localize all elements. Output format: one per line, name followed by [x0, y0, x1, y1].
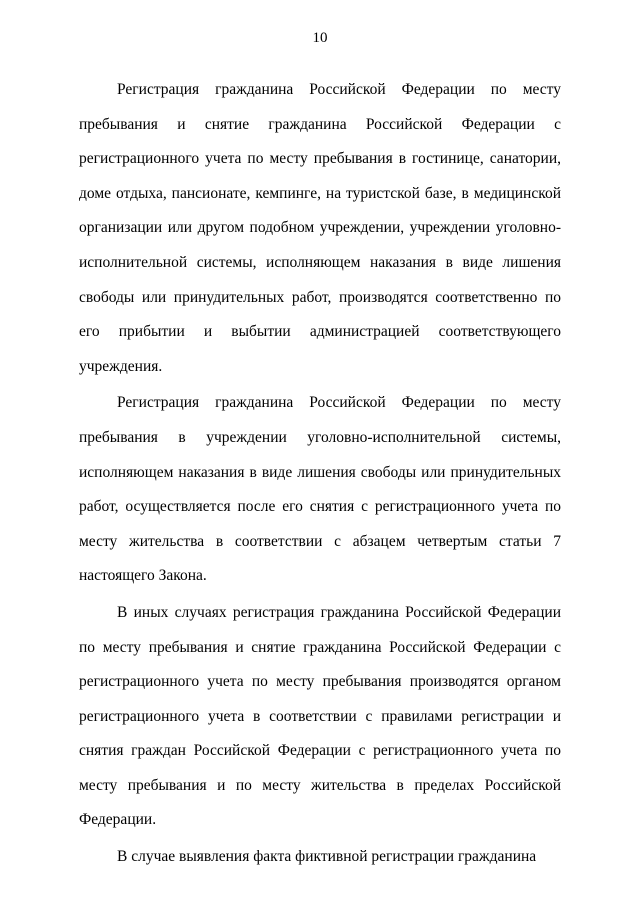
paragraph-registration-institutions: Регистрация гражданина Российской Федерации по месту пребывания и снятие гражданина Российской Федерации с регистрационного учета по месту пребывания в гостинице, санатории, доме отдыха, пансионате, кемпинге, на туристской базе, в медицинской организации или другом подобном учреждении, учреждении уголовно-исполнительной системы, исполняющем наказания в виде лишения свободы или принудительных работ, производятся соответственно по его прибытии и выбытии администрацией соответствующего учреждения.	[79, 81, 561, 375]
paragraph-fictitious-registration: В случае выявления факта фиктивной регистрации гражданина	[117, 848, 537, 866]
paragraph-other-cases: В иных случаях регистрация гражданина Российской Федерации по месту пребывания и снятие гражданина Российской Федерации с регистрационного учета по месту пребывания производятся органом регистрационного учета в соответствии с правилами регистрации и снятия граждан Российской Федерации с регистрационного учета по месту пребывания и по месту жительства в пределах Российской Федерации.	[79, 603, 561, 829]
page-number: 10	[312, 30, 328, 46]
paragraph-penal-system-registration: Регистрация гражданина Российской Федерации по месту пребывания в учреждении уголовно-исполнительной системы, исполняющем наказания в виде лишения свободы или принудительных работ, осуществляется после его снятия с регистрационного учета по месту жительства в соответствии с абзацем четвертым статьи 7 настоящего Закона.	[79, 394, 561, 585]
document-body	[79, 73, 561, 875]
